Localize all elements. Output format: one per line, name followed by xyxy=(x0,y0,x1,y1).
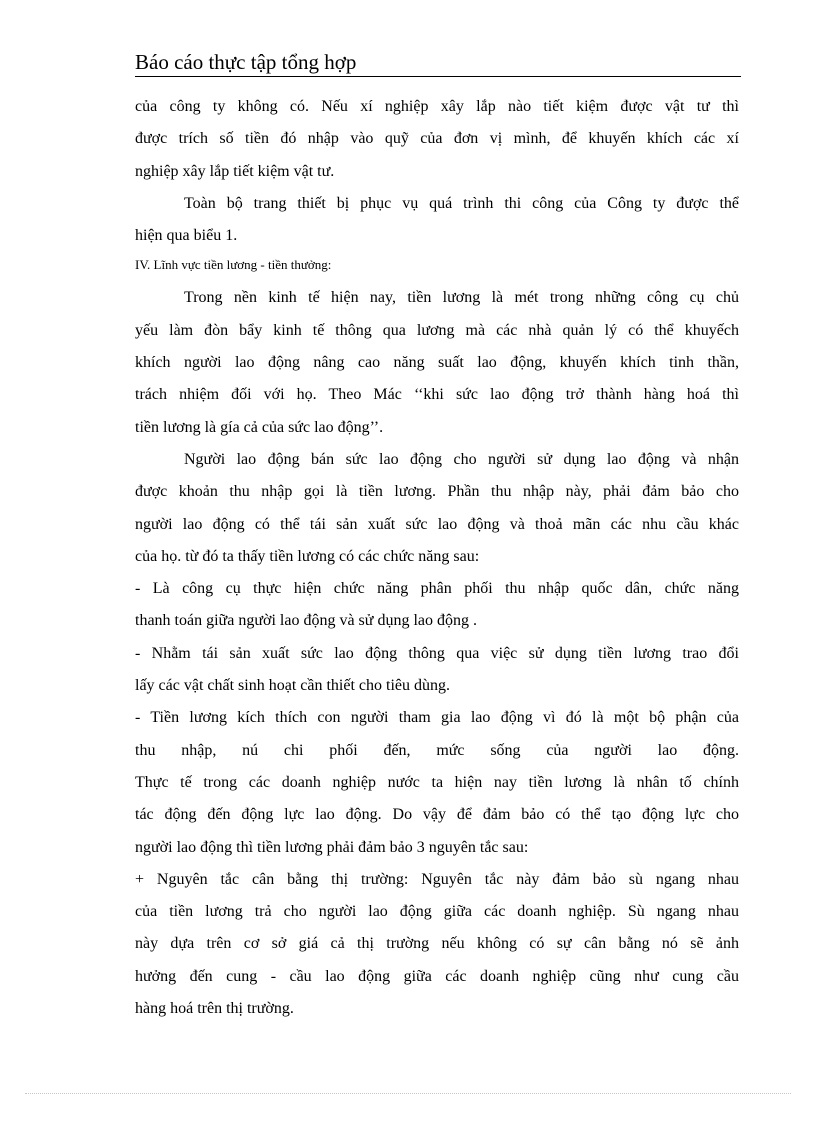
body-line: được khoản thu nhập gọi là tiền lương. Phần thu nhập này, phải đảm bảo cho xyxy=(135,483,739,501)
body-line: + Nguyên tắc cân bằng thị trường: Nguyên tắc này đảm bảo sù ngang nhau xyxy=(135,870,739,888)
body-line: yếu làm đòn bẩy kinh tế thông qua lương mà các nhà quản lý có thể khuyếch xyxy=(135,321,739,339)
body-line: Toàn bộ trang thiết bị phục vụ quá trình thi công của Công ty được thể xyxy=(184,194,739,212)
body-line: - Là công cụ thực hiện chức năng phân phối thu nhập quốc dân, chức năng xyxy=(135,580,739,598)
page-bottom-divider xyxy=(25,1093,791,1094)
body-line: Người lao động bán sức lao động cho người sử dụng lao động và nhận xyxy=(184,450,739,468)
body-line: hưởng đến cung - cầu lao động giữa các doanh nghiệp cũng như cung cầu xyxy=(135,967,739,985)
body-line: thanh toán giữa người lao động và sử dụng lao động . xyxy=(135,612,477,630)
body-line: nghiệp xây lắp tiết kiệm vật tư. xyxy=(135,162,335,180)
body-line: của công ty không có. Nếu xí nghiệp xây lắp nào tiết kiệm được vật tư thì xyxy=(135,98,739,115)
body-line: Trong nền kinh tế hiện nay, tiền lương là mét trong những công cụ chủ xyxy=(184,289,739,307)
body-line: tiền lương là gía cả của sức lao động’’. xyxy=(135,418,384,436)
body-line: này dựa trên cơ sở giá cả thị trường nếu không có sự cân bằng nó sẽ ảnh xyxy=(135,935,739,953)
body-line: - Nhằm tái sản xuất sức lao động thông qua việc sử dụng tiền lương trao đổi xyxy=(135,644,739,662)
body-line: người lao động có thể tái sản xuất sức lao động và thoả mãn các nhu cầu khác xyxy=(135,515,739,533)
section-heading: IV. Lĩnh vực tiền lương - tiền thưởng: xyxy=(135,257,332,273)
page-header xyxy=(135,50,741,77)
body-line: người lao động thì tiền lương phải đảm bảo 3 nguyên tắc sau: xyxy=(135,838,529,856)
body-line: hiện qua biểu 1. xyxy=(135,227,238,245)
body-line: - Tiền lương kích thích con người tham gia lao động vì đó là một bộ phận của xyxy=(135,709,739,727)
body-line: tác động đến động lực lao động. Do vậy để đảm bảo có thể tạo động lực cho xyxy=(135,806,739,824)
document-body xyxy=(135,91,739,1025)
body-line: lấy các vật chất sinh hoạt cần thiết cho tiêu dùng. xyxy=(135,677,450,695)
body-line: của tiền lương trả cho người lao động giữa các doanh nghiệp. Sù ngang nhau xyxy=(135,903,739,921)
body-line: được trích số tiền đó nhập vào quỹ của đơn vị mình, để khuyến khích các xí xyxy=(135,130,739,148)
body-line: của họ. từ đó ta thấy tiền lương có các chức năng sau: xyxy=(135,547,480,565)
header-title: Báo cáo thực tập tổng hợp xyxy=(135,50,357,74)
body-line: khích người lao động nâng cao năng suất lao động, khuyến khích tinh thần, xyxy=(135,354,739,372)
body-line: trách nhiệm đối với họ. Theo Mác ‘‘khi sức lao động trở thành hàng hoá thì xyxy=(135,386,739,404)
body-line: hàng hoá trên thị trường. xyxy=(135,1000,294,1018)
body-line: Thực tế trong các doanh nghiệp nước ta hiện nay tiền lương là nhân tố chính xyxy=(135,773,739,791)
body-line: thu nhập, nú chi phối đến, mức sống của người lao động. xyxy=(135,741,739,759)
